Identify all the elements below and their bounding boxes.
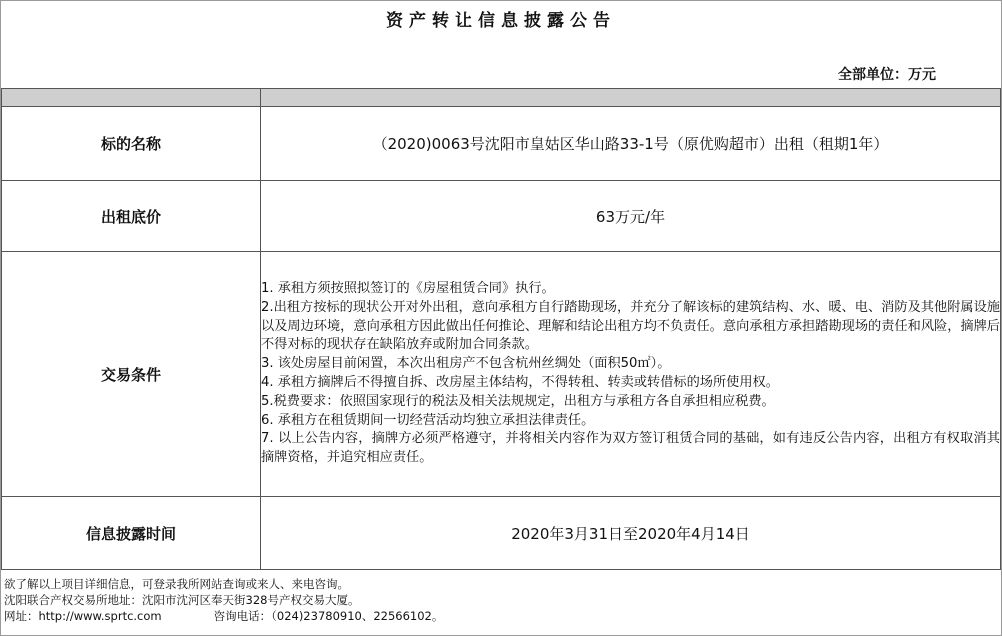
- value-time: 2020年3月31日至2020年4月14日: [261, 497, 1001, 570]
- terms-item-4: 4. 承租方摘牌后不得擅自拆、改房屋主体结构，不得转租、转卖或转借标的场所使用权。: [261, 375, 779, 390]
- footer-website[interactable]: 网址：http://www.sprtc.com: [4, 609, 162, 623]
- label-name: 标的名称: [2, 107, 261, 181]
- header-cell-right: [261, 89, 1001, 107]
- unit-label: 全部单位：万元: [838, 67, 936, 83]
- footer-line-1: 欲了解以上项目详细信息，可登录我所网站查询或来人、来电咨询。: [4, 577, 349, 591]
- footer-line-3: [4, 608, 443, 624]
- info-table: [1, 88, 1001, 570]
- terms-item-5: 5.税费要求：依照国家现行的税法及相关法规规定，出租方与承租方各自承担相应税费。: [261, 393, 775, 409]
- label-time: 信息披露时间: [2, 497, 261, 570]
- value-price: 63万元/年: [261, 181, 1001, 252]
- footer-phone: 咨询电话：（024)23780910、22566102。: [213, 609, 444, 623]
- label-terms: 交易条件: [2, 252, 261, 497]
- value-name: （2020)0063号沈阳市皇姑区华山路33-1号（原优购超市）出租（租期1年）: [261, 107, 1001, 181]
- footer-line-2: 沈阳联合产权交易所地址：沈阳市沈河区奉天街328号产权交易大厦。: [4, 593, 360, 607]
- table-header-row: [2, 89, 1001, 107]
- label-price: 出租底价: [2, 181, 261, 252]
- table-row-time: [2, 497, 1001, 570]
- table-row-terms: [2, 252, 1001, 497]
- table-row-price: [2, 181, 1001, 252]
- footer-notes: [4, 576, 443, 624]
- page-title: 资产转让信息披露公告: [386, 11, 616, 31]
- table-row-name: [2, 107, 1001, 181]
- terms-item-6: 6. 承租方在租赁期间一切经营活动均独立承担法律责任。: [261, 412, 595, 428]
- header-cell-left: [2, 89, 261, 107]
- value-terms: [261, 252, 1001, 497]
- terms-item-2: 2.出租方按标的现状公开对外出租，意向承租方自行踏勘现场，并充分了解该标的建筑结构、水、暖、电、消防及其他附属设施以及周边环境，意向承租方因此做出任何推论、理解和结论出租方均不负责任。意向承租方承担踏勘现场的责任和风险，摘牌后不得对标的现状存在缺陷放弃或附加合同条款。: [261, 299, 1000, 353]
- terms-item-3: 3. 该处房屋目前闲置，本次出租房产不包含杭州丝绸处（面积50㎡）。: [261, 356, 671, 372]
- terms-item-1: 1. 承租方须按照拟签订的《房屋租赁合同》执行。: [261, 281, 555, 297]
- terms-item-7: 7. 以上公告内容，摘牌方必须严格遵守，并将相关内容作为双方签订租赁合同的基础，如有违反公告内容，出租方有权取消其摘牌资格，并追究相应责任。: [261, 431, 1000, 466]
